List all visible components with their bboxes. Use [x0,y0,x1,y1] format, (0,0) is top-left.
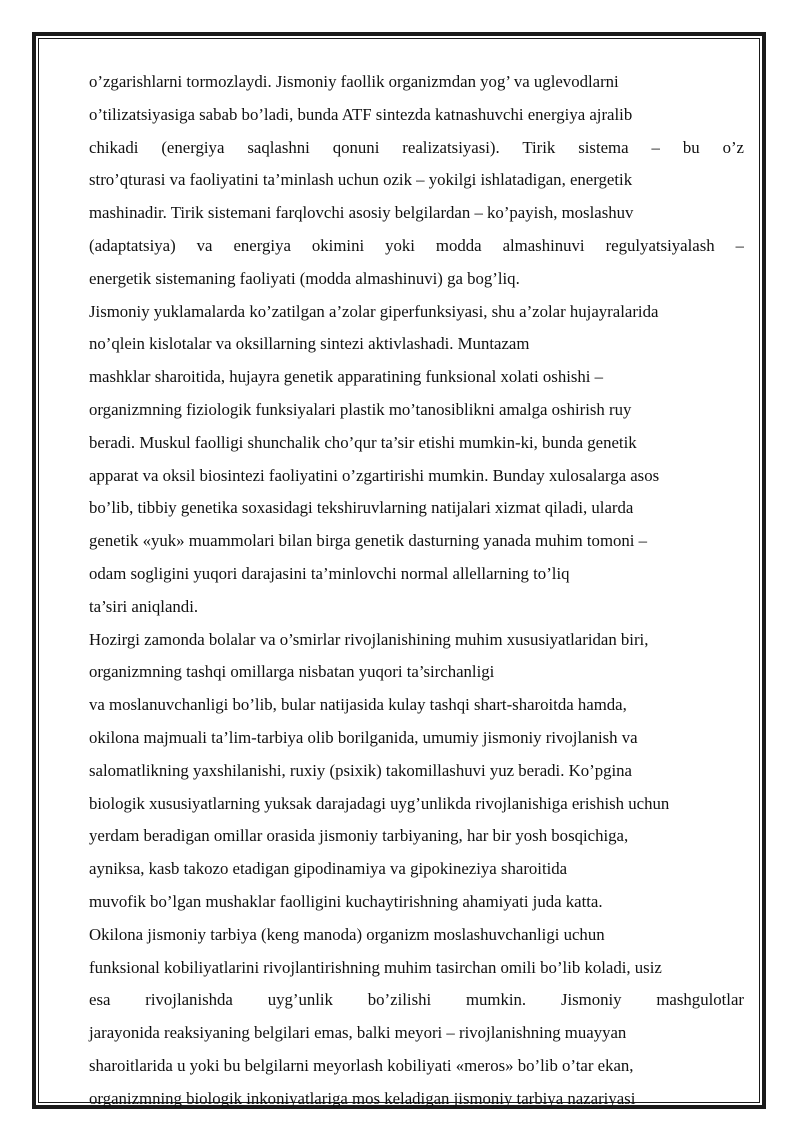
text-line: muvofik bo’lgan mushaklar faolligini kuchaytirishning ahamiyati juda katta. [89,891,603,911]
text-line: stro’qturasi va faoliyatini ta’minlash uchun ozik – yokilgi ishlatadigan, energetik [89,170,633,190]
text-line: organizmning fiziologik funksiyalari plastik mo’tanosiblikni amalga oshirish ruy [89,399,632,419]
text-line: bo’lib, tibbiy genetika soxasidagi tekshiruvlarning natijalari xizmat qiladi, ularda [89,498,634,518]
text-line: beradi. Muskul faolligi shunchalik cho’qur ta’sir etishi mumkin-ki, bunda genetik [89,432,637,452]
text-line: no’qlein kislotalar va oksillarning sintezi aktivlashadi. Muntazam [89,334,530,354]
text-line: Okilona jismoniy tarbiya (keng manoda) organizm moslashuvchanligi uchun [89,924,605,944]
text-line: organizmning tashqi omillarga nisbatan yuqori ta’sirchanligi [89,662,495,682]
text-line: mashinadir. Tirik sistemani farqlovchi asosiy belgilardan – ko’payish, moslashuv [89,203,634,223]
text-line: funksional kobiliyatlarini rivojlantirishning muhim tasirchan omili bo’lib koladi, usiz [89,957,662,977]
text-line: o’tilizatsiyasiga sabab bo’ladi, bunda ATF sintezda katnashuvchi energiya ajralib [89,104,633,124]
text-line: salomatlikning yaxshilanishi, ruxiy (psixik) takomillashuvi yuz beradi. Ko’pgina [89,760,632,780]
text-line: mashklar sharoitida, hujayra genetik apparatining funksional xolati oshishi – [89,367,604,387]
text-line: chikadi (energiya saqlashni qonuni realizatsiyasi). Tirik sistema – bu o’z [89,137,744,157]
text-line: va moslanuvchanligi bo’lib, bular natijasida kulay tashqi shart-sharoitda hamda, [89,695,627,715]
text-line: jarayonida reaksiyaning belgilari emas, balki meyori – rivojlanishning muayyan [89,1023,627,1043]
document-body [89,66,744,1116]
text-line: Jismoniy yuklamalarda ko’zatilgan a’zolar giperfunksiyasi, shu a’zolar hujayralarida [89,301,659,321]
text-line: yerdam beradigan omillar orasida jismoniy tarbiyaning, har bir yosh bosqichiga, [89,826,629,846]
text-line: energetik sistemaning faoliyati (modda almashinuvi) ga bog’liq. [89,268,520,288]
text-line: ayniksa, kasb takozo etadigan gipodinamiya va gipokineziya sharoitida [89,859,568,879]
text-line: ta’siri aniqlandi. [89,596,199,616]
text-line: o’zgarishlarni tormozlaydi. Jismoniy faollik organizmdan yog’ va uglevodlarni [89,72,619,91]
text-line: biologik xususiyatlarning yuksak darajadagi uyg’unlikda rivojlanishiga erishish uchun [89,793,670,813]
text-line: apparat va oksil biosintezi faoliyatini o’zgartirishi mumkin. Bunday xulosalarga asos [89,465,660,485]
text-line: okilona majmuali ta’lim-tarbiya olib borilganida, umumiy jismoniy rivojlanish va [89,727,638,747]
text-line: Hozirgi zamonda bolalar va o’smirlar rivojlanishining muhim xususiyatlaridan biri, [89,629,649,649]
text-line: odam sogligini yuqori darajasini ta’minlovchi normal allellarning to’liq [89,563,570,583]
text-line: sharoitlarida u yoki bu belgilarni meyorlash kobiliyati «meros» bo’lib o’tar ekan, [89,1055,634,1075]
text-line: esa rivojlanishda uyg’unlik bo’zilishi mumkin. Jismoniy mashgulotlar [89,990,744,1010]
text-line: (adaptatsiya) va energiya okimini yoki modda almashinuvi regulyatsiyalash – [89,235,744,255]
text-line: organizmning biologik inkoniyatlariga mos keladigan jismoniy tarbiya nazariyasi [89,1088,636,1108]
text-line: genetik «yuk» muammolari bilan birga genetik dasturning yanada muhim tomoni – [89,531,648,551]
